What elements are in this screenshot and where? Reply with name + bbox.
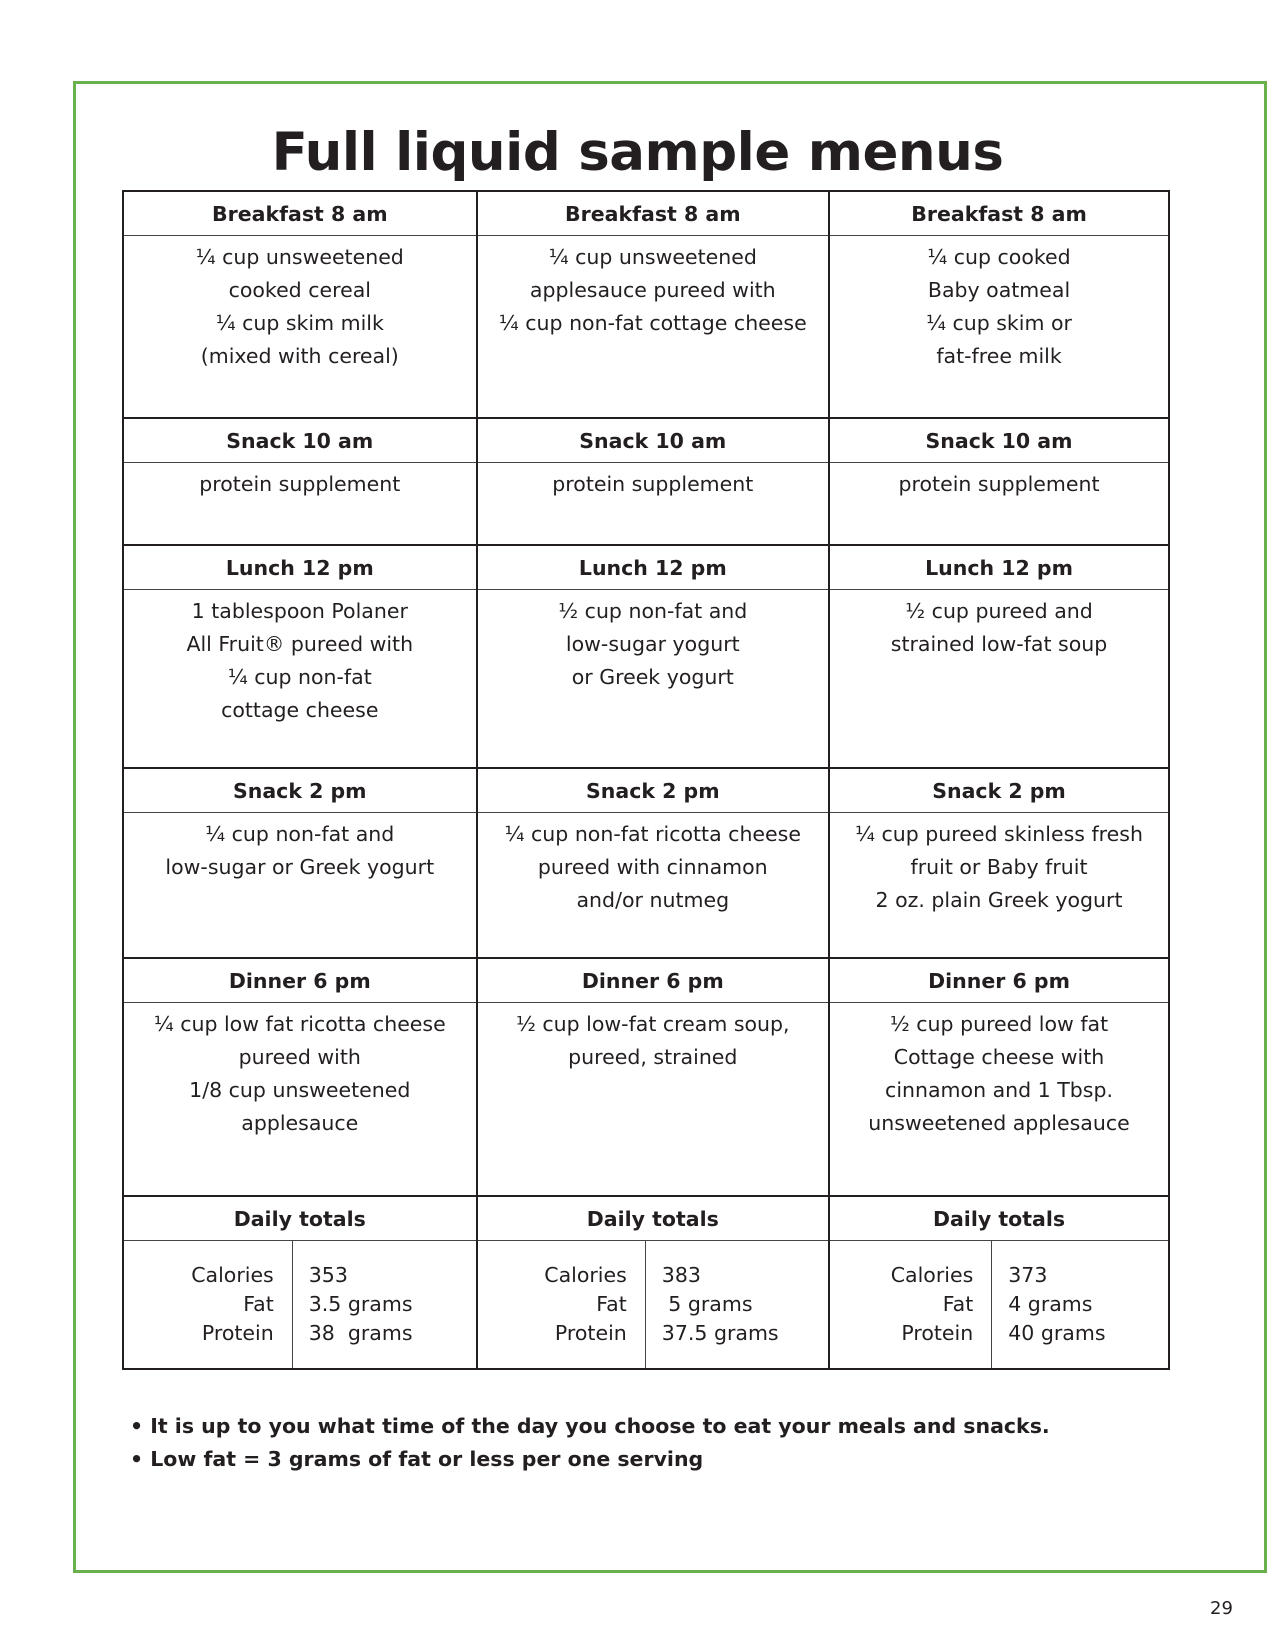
breakfast-row [123, 236, 1169, 419]
totals-header: Daily totals [123, 1196, 477, 1241]
totals-labels [830, 1241, 992, 1368]
menu-line: Baby oatmeal [927, 278, 1071, 302]
lunch-header: Lunch 12 pm [123, 545, 477, 590]
total-value: 353 [308, 1263, 348, 1287]
menu-line: low-sugar or Greek yogurt [165, 855, 435, 879]
menu-line: ¼ cup unsweetened [195, 245, 404, 269]
total-value: 3.5 grams [308, 1292, 413, 1316]
snack-10am-header: Snack 10 am [829, 418, 1169, 463]
totals-labels [124, 1241, 293, 1368]
lunch-header-row [123, 545, 1169, 590]
note-item: • It is up to you what time of the day you choose to eat your meals and snacks. [130, 1414, 1050, 1438]
totals-cell [123, 1241, 477, 1370]
breakfast-header: Breakfast 8 am [123, 191, 477, 236]
snack-10am-row [123, 463, 1169, 546]
menu-line: applesauce pureed with [529, 278, 776, 302]
breakfast-cell [477, 236, 830, 419]
totals-values [646, 1241, 828, 1368]
breakfast-header-row [123, 191, 1169, 236]
menu-line: applesauce [241, 1111, 359, 1135]
snack-2pm-cell [829, 813, 1169, 959]
lunch-header: Lunch 12 pm [829, 545, 1169, 590]
menu-line: pureed, strained [568, 1045, 738, 1069]
menu-line: All Fruit® pureed with [186, 632, 414, 656]
breakfast-header: Breakfast 8 am [477, 191, 830, 236]
menu-line: cooked cereal [228, 278, 371, 302]
total-value: 38 grams [308, 1321, 413, 1345]
total-value: 5 grams [661, 1292, 753, 1316]
lunch-cell [123, 590, 477, 769]
menu-line: unsweetened applesauce [868, 1111, 1130, 1135]
totals-cell [477, 1241, 830, 1370]
dinner-header: Dinner 6 pm [123, 958, 477, 1003]
menu-line: low-sugar yogurt [565, 632, 740, 656]
dinner-cell [123, 1003, 477, 1197]
snack-2pm-header: Snack 2 pm [123, 768, 477, 813]
snack-10am-header-row [123, 418, 1169, 463]
totals-row [123, 1241, 1169, 1370]
page-number: 29 [1210, 1598, 1233, 1619]
menu-line: ¼ cup non-fat ricotta cheese [504, 822, 801, 846]
dinner-header: Dinner 6 pm [477, 958, 830, 1003]
menu-line: ¼ cup cooked [927, 245, 1071, 269]
lunch-row [123, 590, 1169, 769]
lunch-cell [829, 590, 1169, 769]
dinner-header-row [123, 958, 1169, 1003]
snack-2pm-header: Snack 2 pm [477, 768, 830, 813]
menu-line: ½ cup non-fat and [558, 599, 748, 623]
lunch-cell [477, 590, 830, 769]
snack-2pm-cell [477, 813, 830, 959]
menu-line: fat-free milk [936, 344, 1062, 368]
lunch-header: Lunch 12 pm [477, 545, 830, 590]
menu-line: 2 oz. plain Greek yogurt [875, 888, 1123, 912]
menu-line: protein supplement [898, 472, 1100, 496]
snack-2pm-row [123, 813, 1169, 959]
total-label: Fat [942, 1292, 974, 1316]
total-value: 40 grams [1008, 1321, 1106, 1345]
total-label: Protein [901, 1321, 974, 1345]
breakfast-cell [829, 236, 1169, 419]
total-value: 37.5 grams [661, 1321, 779, 1345]
menu-line: ¼ cup non-fat cottage cheese [498, 311, 807, 335]
menu-line: ¼ cup unsweetened [548, 245, 757, 269]
menu-line: protein supplement [199, 472, 401, 496]
menu-line: ½ cup pureed low fat [889, 1012, 1109, 1036]
snack-10am-cell [829, 463, 1169, 546]
menu-line: ½ cup low-fat cream soup, [516, 1012, 790, 1036]
totals-header-row [123, 1196, 1169, 1241]
menu-line: fruit or Baby fruit [910, 855, 1088, 879]
total-label: Fat [243, 1292, 274, 1316]
snack-2pm-header-row [123, 768, 1169, 813]
menu-line: ¼ cup pureed skinless fresh [855, 822, 1143, 846]
snack-2pm-header: Snack 2 pm [829, 768, 1169, 813]
totals-values [293, 1241, 476, 1368]
menu-line: ¼ cup low fat ricotta cheese [153, 1012, 446, 1036]
snack-10am-header: Snack 10 am [123, 418, 477, 463]
menu-line: ¼ cup non-fat [227, 665, 372, 689]
totals-cell [829, 1241, 1169, 1370]
totals-labels [478, 1241, 646, 1368]
menu-line: protein supplement [552, 472, 754, 496]
breakfast-header: Breakfast 8 am [829, 191, 1169, 236]
page-title: Full liquid sample menus [271, 122, 1004, 183]
dinner-cell [477, 1003, 830, 1197]
menu-line: cottage cheese [221, 698, 379, 722]
menu-line: ¼ cup skim or [926, 311, 1072, 335]
dinner-cell [829, 1003, 1169, 1197]
menu-line: strained low-fat soup [890, 632, 1108, 656]
total-value: 383 [661, 1263, 701, 1287]
total-label: Protein [554, 1321, 627, 1345]
totals-header: Daily totals [477, 1196, 830, 1241]
totals-values [992, 1241, 1168, 1368]
snack-10am-header: Snack 10 am [477, 418, 830, 463]
total-value: 4 grams [1008, 1292, 1093, 1316]
menu-line: ¼ cup non-fat and [205, 822, 395, 846]
total-label: Fat [596, 1292, 627, 1316]
menu-line: 1/8 cup unsweetened [189, 1078, 411, 1102]
menu-line: Cottage cheese with [893, 1045, 1105, 1069]
snack-2pm-cell [123, 813, 477, 959]
menu-line: or Greek yogurt [571, 665, 734, 689]
total-label: Calories [890, 1263, 974, 1287]
menu-line: cinnamon and 1 Tbsp. [885, 1078, 1113, 1102]
totals-header: Daily totals [829, 1196, 1169, 1241]
menu-line: ¼ cup skim milk [215, 311, 384, 335]
note-item: • Low fat = 3 grams of fat or less per one serving [130, 1447, 704, 1471]
notes [130, 1410, 1050, 1476]
menu-line: pureed with cinnamon [537, 855, 768, 879]
menu-line: pureed with [238, 1045, 361, 1069]
menu-line: 1 tablespoon Polaner [191, 599, 408, 623]
breakfast-cell [123, 236, 477, 419]
total-label: Calories [191, 1263, 274, 1287]
snack-10am-cell [123, 463, 477, 546]
menu-line: ½ cup pureed and [905, 599, 1093, 623]
dinner-row [123, 1003, 1169, 1197]
total-label: Calories [544, 1263, 627, 1287]
total-value: 373 [1008, 1263, 1048, 1287]
total-label: Protein [201, 1321, 274, 1345]
menu-line: and/or nutmeg [576, 888, 730, 912]
dinner-header: Dinner 6 pm [829, 958, 1169, 1003]
menu-table [122, 190, 1170, 1370]
snack-10am-cell [477, 463, 830, 546]
menu-line: (mixed with cereal) [200, 344, 399, 368]
